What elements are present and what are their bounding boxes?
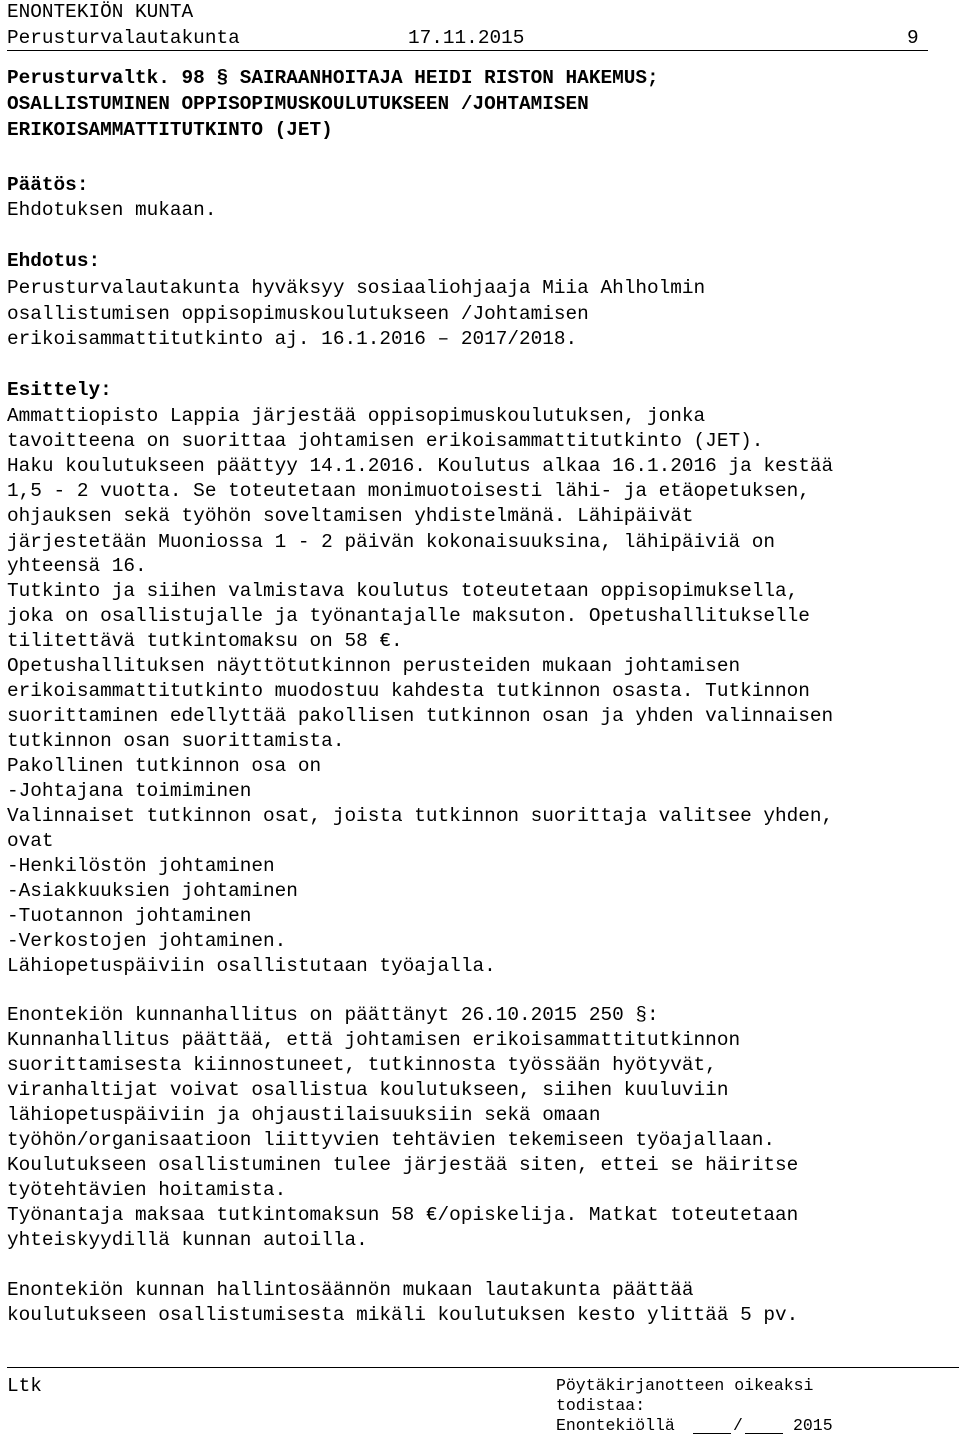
presentation-label: Esittely: xyxy=(7,379,112,401)
presentation-line: järjestetään Muoniossa 1 - 2 päivän kokonaisuuksina, lähipäiviä on xyxy=(7,531,775,553)
decision-label: Päätös: xyxy=(7,174,89,196)
item-title-line3: ERIKOISAMMATTITUTKINTO (JET) xyxy=(7,119,333,141)
council-line: Koulutukseen osallistuminen tulee järjestää siten, ettei se häiritse xyxy=(7,1154,799,1176)
item-title-line1: Perusturvaltk. 98 § SAIRAANHOITAJA HEIDI RISTON HAKEMUS; xyxy=(7,67,659,89)
presentation-line: -Johtajana toimiminen xyxy=(7,780,252,802)
page-number: 9 xyxy=(907,27,919,49)
footer-initials: Ltk xyxy=(7,1375,42,1397)
council-line: viranhaltijat voivat osallistua koulutukseen, siihen kuuluviin xyxy=(7,1079,729,1101)
certified-label-line1: Pöytäkirjanotteen oikeaksi xyxy=(556,1376,814,1395)
presentation-line: ohjauksen sekä työhön soveltamisen yhdistelmänä. Lähipäivät xyxy=(7,505,694,527)
certified-label-line2: todistaa: xyxy=(556,1396,646,1415)
council-line: Työnantaja maksaa tutkintomaksun 58 €/opiskelija. Matkat toteutetaan xyxy=(7,1204,799,1226)
presentation-line: Haku koulutukseen päättyy 14.1.2016. Koulutus alkaa 16.1.2016 ja kestää xyxy=(7,455,834,477)
presentation-line: tavoitteena on suorittaa johtamisen erikoisammattitutkinto (JET). xyxy=(7,430,764,452)
council-line: Enontekiön kunnanhallitus on päättänyt 26.10.2015 250 §: xyxy=(7,1004,659,1026)
certified-year: 2015 xyxy=(793,1416,833,1435)
council-line: työtehtävien hoitamista. xyxy=(7,1179,287,1201)
date-separator: / xyxy=(733,1416,743,1435)
presentation-line: Pakollinen tutkinnon osa on xyxy=(7,755,322,777)
proposal-line: erikoisammattitutkinto aj. 16.1.2016 – 2017/2018. xyxy=(7,328,578,350)
certified-place: Enontekiöllä xyxy=(556,1416,675,1435)
proposal-line: Perusturvalautakunta hyväksyy sosiaaliohjaaja Miia Ahlholmin xyxy=(7,277,706,299)
presentation-line: -Asiakkuuksien johtaminen xyxy=(7,880,298,902)
presentation-line: 1,5 - 2 vuotta. Se toteutetaan monimuotoisesti lähi- ja etäopetuksen, xyxy=(7,480,810,502)
meeting-date: 17.11.2015 xyxy=(408,27,525,49)
council-line: yhteiskyydillä kunnan autoilla. xyxy=(7,1229,368,1251)
rules-line: koulutukseen osallistumisesta mikäli koulutuksen kesto ylittää 5 pv. xyxy=(7,1304,799,1326)
presentation-line: -Henkilöstön johtaminen xyxy=(7,855,275,877)
presentation-line: Ammattiopisto Lappia järjestää oppisopimuskoulutuksen, jonka xyxy=(7,405,706,427)
footer-rule xyxy=(7,1367,959,1368)
presentation-line: Opetushallituksen näyttötutkinnon perusteiden mukaan johtamisen xyxy=(7,655,741,677)
council-line: työhön/organisaatioon liittyvien tehtävien tekemiseen työajallaan. xyxy=(7,1129,775,1151)
header-underline xyxy=(7,50,928,51)
presentation-line: erikoisammattitutkinto muodostuu kahdesta tutkinnon osasta. Tutkinnon xyxy=(7,680,810,702)
presentation-line: -Verkostojen johtaminen. xyxy=(7,930,287,952)
presentation-line: tilitettävä tutkintomaksu on 58 €. xyxy=(7,630,403,652)
decision-text: Ehdotuksen mukaan. xyxy=(7,199,217,221)
council-line: lähiopetuspäiviin ja ohjaustilaisuuksiin sekä omaan xyxy=(7,1104,601,1126)
presentation-line: Tutkinto ja siihen valmistava koulutus toteutetaan oppisopimuksella, xyxy=(7,580,799,602)
presentation-line: Lähiopetuspäiviin osallistutaan työajalla. xyxy=(7,955,496,977)
proposal-line: osallistumisen oppisopimuskoulutukseen /Johtamisen xyxy=(7,303,589,325)
presentation-line: suorittaminen edellyttää pakollisen tutkinnon osan ja yhden valinnaisen xyxy=(7,705,834,727)
presentation-line: tutkinnon osan suorittamista. xyxy=(7,730,345,752)
presentation-line: ovat xyxy=(7,830,54,852)
council-line: suorittamisesta kiinnostuneet, tutkinnosta työssään hyötyvät, xyxy=(7,1054,717,1076)
item-title-line2: OSALLISTUMINEN OPPISOPIMUSKOULUTUKSEEN /JOHTAMISEN xyxy=(7,93,589,115)
month-blank xyxy=(745,1433,783,1434)
proposal-label: Ehdotus: xyxy=(7,250,101,272)
presentation-line: yhteensä 16. xyxy=(7,555,147,577)
rules-line: Enontekiön kunnan hallintosäännön mukaan lautakunta päättää xyxy=(7,1279,694,1301)
council-line: Kunnanhallitus päättää, että johtamisen erikoisammattitutkinnon xyxy=(7,1029,741,1051)
board-name: Perusturvalautakunta xyxy=(7,27,240,49)
presentation-line: joka on osallistujalle ja työnantajalle maksuton. Opetushallitukselle xyxy=(7,605,810,627)
municipality-name: ENONTEKIÖN KUNTA xyxy=(7,1,194,23)
presentation-line: Valinnaiset tutkinnon osat, joista tutkinnon suorittaja valitsee yhden, xyxy=(7,805,834,827)
presentation-line: -Tuotannon johtaminen xyxy=(7,905,252,927)
day-blank xyxy=(693,1433,731,1434)
